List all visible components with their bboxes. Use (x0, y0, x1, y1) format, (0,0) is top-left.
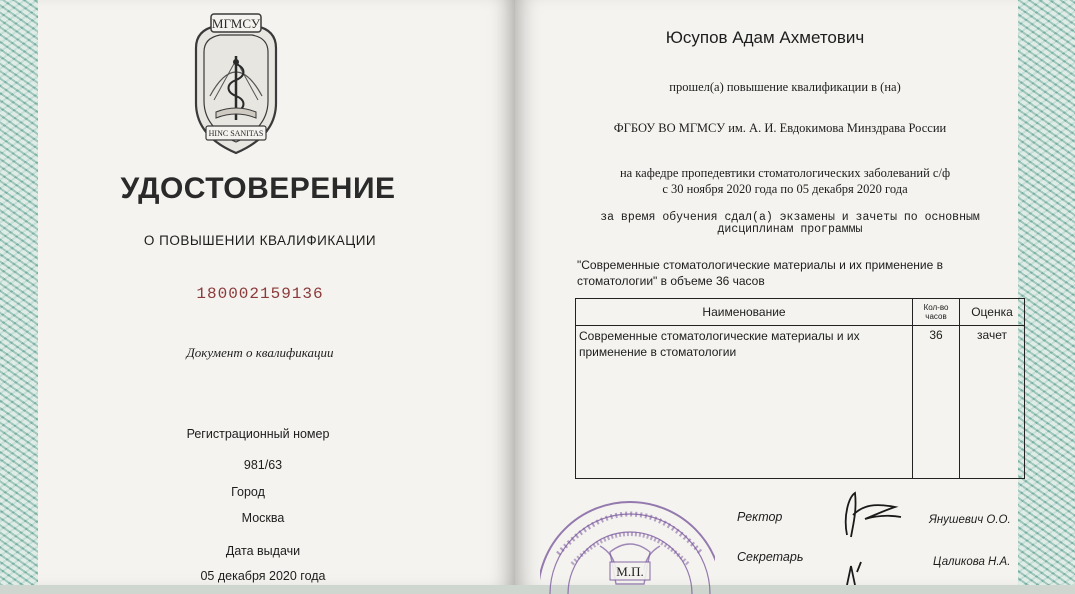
document-subtitle: О ПОВЫШЕНИИ КВАЛИФИКАЦИИ (143, 233, 377, 248)
city-label: Город (231, 485, 265, 499)
registration-number: 981/63 (243, 458, 283, 472)
program-title: "Современные стоматологические материалы и их применение в стоматологии" в объеме 36 часов (577, 258, 943, 288)
certificate-details-page (515, 0, 1018, 585)
row-discipline-name: Современные стоматологические материалы и их применение в стоматологии (576, 326, 913, 479)
holder-name: Юсупов Адам Ахметович (665, 28, 865, 47)
document-title: УДОСТОВЕРЕНИЕ (120, 172, 396, 205)
header-name: Наименование (576, 299, 913, 326)
rector-name: Янушевич О.О. (929, 514, 1011, 526)
exams-line: за время обучения сдал(а) экзамены и зачеты по основным дисциплинам программы (600, 211, 980, 236)
study-period: с 30 ноября 2020 года по 05 декабря 2020 года (662, 182, 908, 196)
document-type: Документ о квалификации (186, 345, 334, 360)
secretary-signature (837, 560, 877, 585)
issue-date-label: Дата выдачи (225, 544, 301, 558)
certificate-number: 180002159136 (196, 285, 324, 303)
row-hours: 36 (913, 326, 960, 479)
table-row (576, 326, 1025, 479)
emblem-motto: HINC SANITAS (208, 129, 264, 138)
emblem-top-label: МГМСУ (211, 16, 261, 31)
issue-date-value: 05 декабря 2020 года (200, 569, 326, 583)
secretary-name: Цаликова Н.А. (933, 556, 1011, 568)
rector-label: Ректор (737, 510, 783, 524)
institution-name: ФГБОУ ВО МГМСУ им. А. И. Евдокимова Минздрава России (613, 121, 947, 135)
official-seal (540, 484, 715, 594)
secretary-label: Секретарь (737, 550, 804, 564)
department-line: на кафедре пропедевтики стоматологических заболеваний с/ф (619, 166, 951, 180)
city-value: Москва (241, 511, 285, 525)
grades-table (575, 298, 1025, 479)
row-grade: зачет (960, 326, 1025, 479)
department-period (585, 165, 985, 197)
university-emblem (176, 8, 296, 158)
certificate-cover-page (38, 0, 515, 585)
completed-line: прошел(а) повышение квалификации в (на) (669, 80, 901, 94)
rector-signature (835, 485, 905, 545)
seal-mp-label: М.П. (616, 564, 644, 579)
header-grade: Оценка (960, 299, 1025, 326)
registration-label: Регистрационный номер (186, 427, 330, 441)
grades-table-header (576, 299, 1025, 326)
header-hours: Кол-во часов (913, 299, 960, 326)
